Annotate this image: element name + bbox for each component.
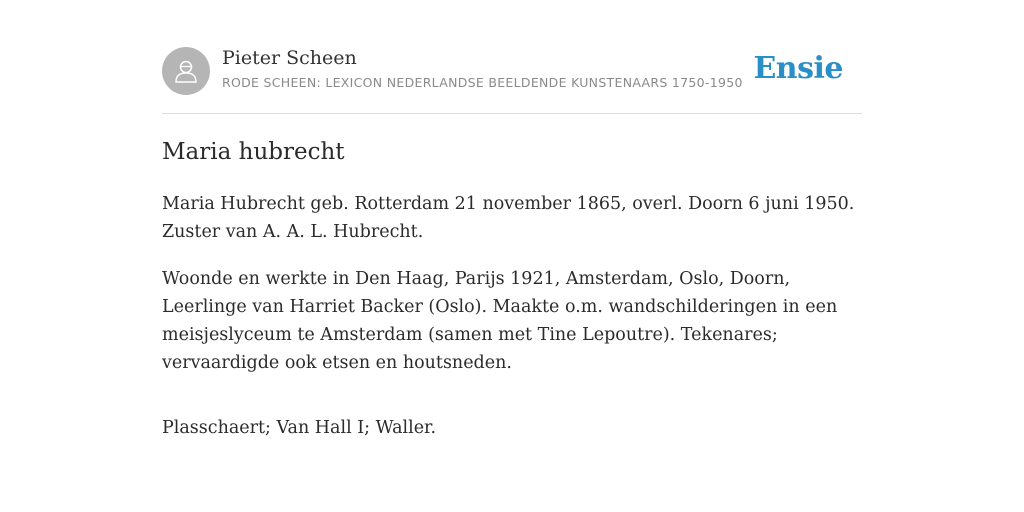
author-name[interactable]: Pieter Scheen	[222, 47, 357, 69]
header	[162, 0, 862, 114]
user-icon	[172, 57, 200, 85]
author-avatar[interactable]	[162, 47, 210, 95]
article-paragraph: Woonde en werkte in Den Haag, Parijs 1921, Amsterdam, Oslo, Doorn, Leerlinge van Harriet Backer (Oslo). Maakte o.m. wandschilderingen in een meisjeslyceum te Amsterdam (samen met Tine Lepoutre). Tekenares; vervaardigde ook etsen en houtsneden.	[162, 269, 838, 373]
article-title: Maria hubrecht	[162, 139, 345, 165]
article-paragraph: Maria Hubrecht geb. Rotterdam 21 november 1865, overl. Doorn 6 juni 1950. Zuster van A. A. L. Hubrecht.	[162, 194, 855, 242]
page	[162, 0, 862, 438]
source-title[interactable]: RODE SCHEEN: LEXICON NEDERLANDSE BEELDENDE KUNSTENAARS 1750-1950	[222, 75, 743, 90]
article-body	[162, 190, 862, 461]
article-references: Plasschaert; Van Hall I; Waller.	[162, 418, 437, 438]
brand-logo[interactable]: Ensie	[753, 51, 843, 86]
